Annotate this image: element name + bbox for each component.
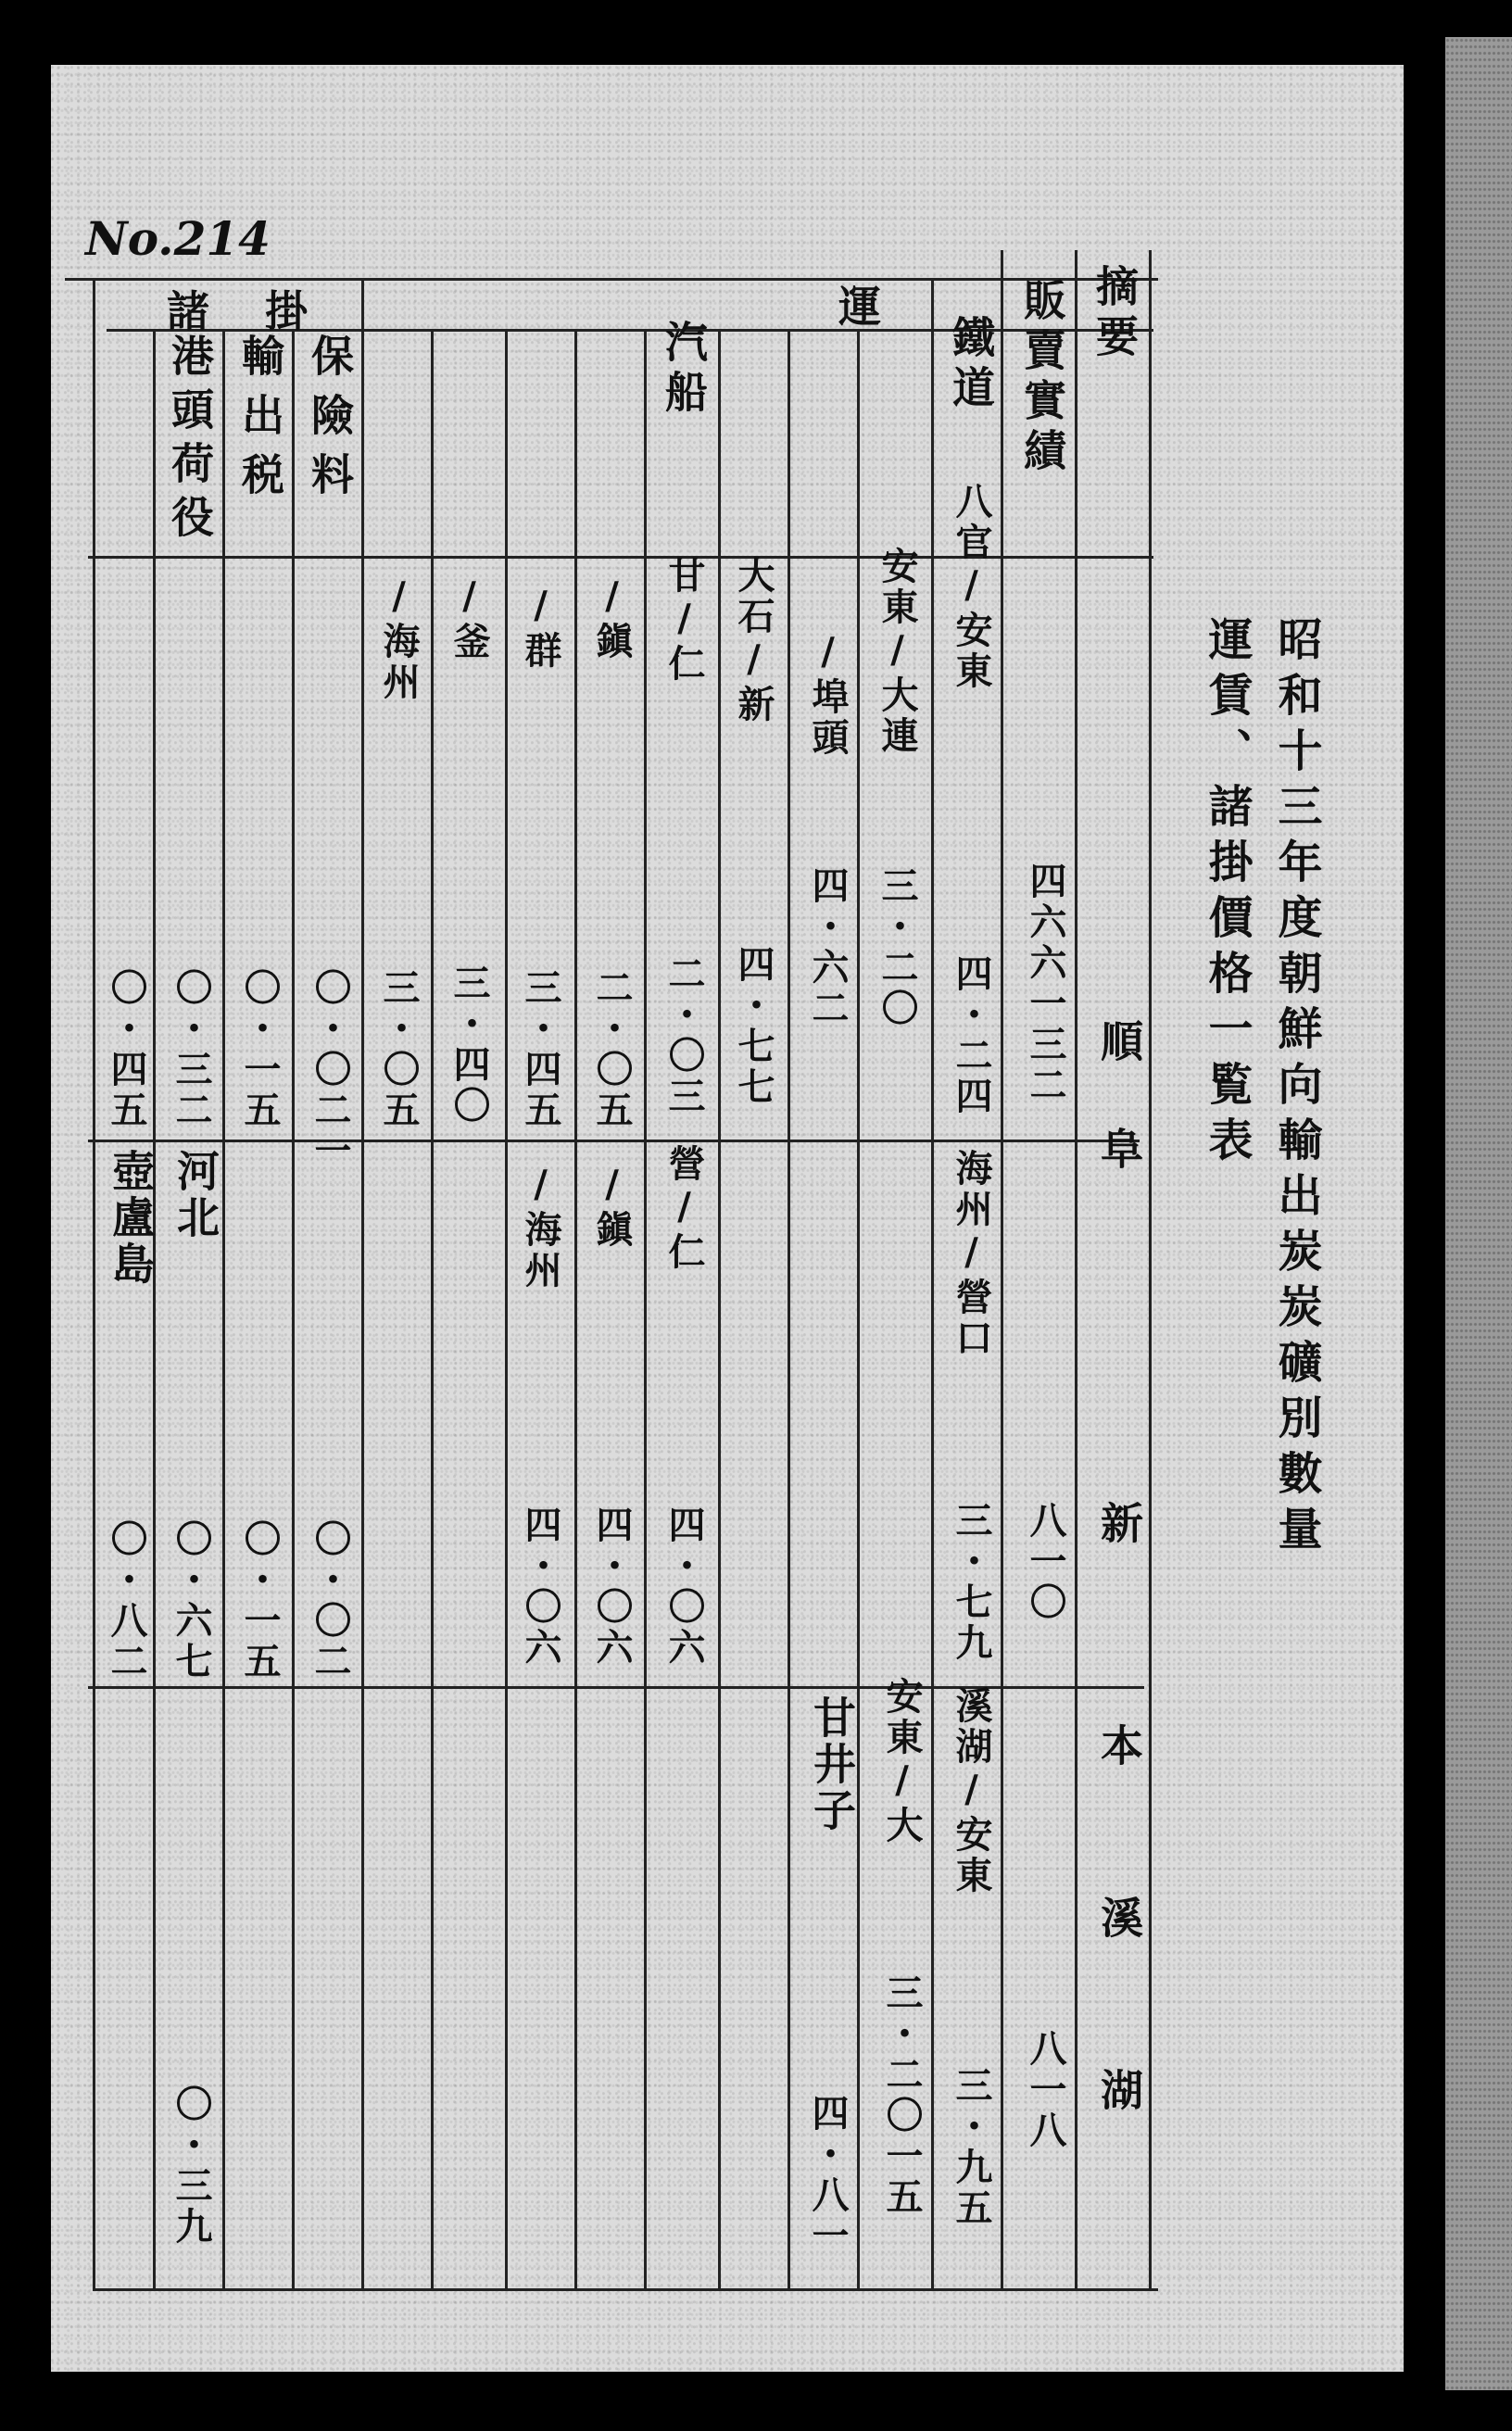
col-line [574,329,577,2288]
shinpin-f5-route: /鎭 [590,1163,634,1251]
col-line [1001,250,1003,2288]
header-sales: 販賣實績 [1017,278,1067,478]
junfu-f8-route: /海州 [377,574,421,703]
junfu-f1-route: 安東/大連 [876,547,919,757]
page-number: No.214 [85,211,271,266]
shinpin-f6-route: /海州 [519,1163,562,1291]
junfu-insurance: 〇・〇二一 [309,968,352,1172]
junfu-export-tax: 〇・一五 [238,968,282,1131]
junfu-f2-route: /埠頭 [806,630,850,759]
header-summary: 摘要 [1090,264,1140,364]
junfu-f5-route: /鎭 [590,574,634,662]
junfu-f3: 四・七七 [732,945,775,1108]
mine-shinpin: 新 [1094,1501,1144,1551]
junfu-ship: 二・〇三 [662,954,706,1117]
col-line [644,329,647,2288]
honkei-railway-route: 溪湖/安東 [950,1686,993,1896]
shinpin-port-cargo-1: 〇・六七 [170,1519,213,1682]
junfu-sales: 四六六一三二 [1024,862,1067,1106]
header-charges: 諸掛 [167,286,363,336]
col-line [505,329,508,2288]
col-line [153,329,156,2288]
table-bottom-rule [93,2288,1158,2291]
col-line [931,278,934,2288]
junfu-port-cargo-1: 〇・三二 [170,968,213,1131]
junfu-f3-route: 大石/新 [732,556,775,725]
mine-honkei: 本溪湖 [1094,1723,1144,2240]
col-line [718,329,721,2288]
shinpin-f6: 四・〇六 [519,1505,562,1669]
row-divider-1 [88,1140,1140,1142]
junfu-railway-route: 八官/安東 [950,482,993,692]
header-railway: 鐵道 [946,315,996,415]
junfu-f7-route: /釜 [447,574,491,662]
shinpin-ship: 四・〇六 [662,1505,706,1669]
shinpin-export-tax: 〇・一五 [238,1519,282,1682]
col-line [222,329,225,2288]
junfu-f6: 三・四五 [519,968,562,1131]
junfu-f6-route: /群 [519,584,562,672]
header-insurance: 保險料 [305,334,355,511]
col-line [93,278,95,2288]
col-line [1075,250,1077,2288]
header-port-cargo: 港頭荷役 [165,334,215,548]
junfu-port-cargo-2: 〇・四五 [105,968,148,1131]
col-line [361,278,364,2288]
shinpin-ship-route: 營/仁 [662,1144,706,1273]
honkei-f1-route: 安東/大 [880,1677,924,1846]
junfu-railway: 四・二四 [950,954,993,1117]
shinpin-port-cargo-2-route: 壺盧島 [106,1149,156,1288]
col-line [857,329,860,2288]
header-freight: 運 [838,282,888,332]
adjacent-page-edge [1445,37,1512,2390]
honkei-f2: 四・八一 [806,2094,850,2257]
junfu-f5: 二・〇五 [590,968,634,1131]
col-line [431,329,434,2288]
shinpin-f5: 四・〇六 [590,1505,634,1669]
shinpin-railway-route: 海州/營口 [950,1149,993,1359]
col-line [788,329,790,2288]
honkei-f1: 三・二〇一五 [880,1973,924,2218]
shinpin-port-cargo-1-route: 河北 [170,1149,220,1241]
honkei-port-cargo: 〇・三九 [170,2085,213,2248]
honkei-f2-route: 甘井子 [807,1695,857,1834]
title-line-2: 運賃、諸掛價格一覧表 [1201,616,1253,1172]
mine-junfu: 順阜 [1094,1019,1144,1234]
shinpin-port-cargo-2: 〇・八二 [105,1519,148,1682]
shinpin-insurance: 〇・〇二 [309,1519,352,1682]
shinpin-sales: 八一〇 [1024,1501,1067,1623]
junfu-f1: 三・二〇 [876,866,919,1029]
header-ship: 汽船 [659,320,709,420]
col-line [292,329,295,2288]
honkei-sales: 八一八 [1024,2029,1067,2151]
junfu-f2: 四・六二 [806,866,850,1029]
junfu-ship-route: 甘/仁 [662,556,706,685]
junfu-f8: 三・〇五 [377,968,421,1131]
header-export-tax: 輸出税 [235,334,285,511]
junfu-f7: 三・四〇 [447,964,491,1127]
shinpin-railway: 三・七九 [950,1501,993,1664]
title-line-1: 昭和十三年度朝鮮向輸出炭炭礦別數量 [1270,616,1322,1561]
honkei-railway: 三・九五 [950,2066,993,2229]
